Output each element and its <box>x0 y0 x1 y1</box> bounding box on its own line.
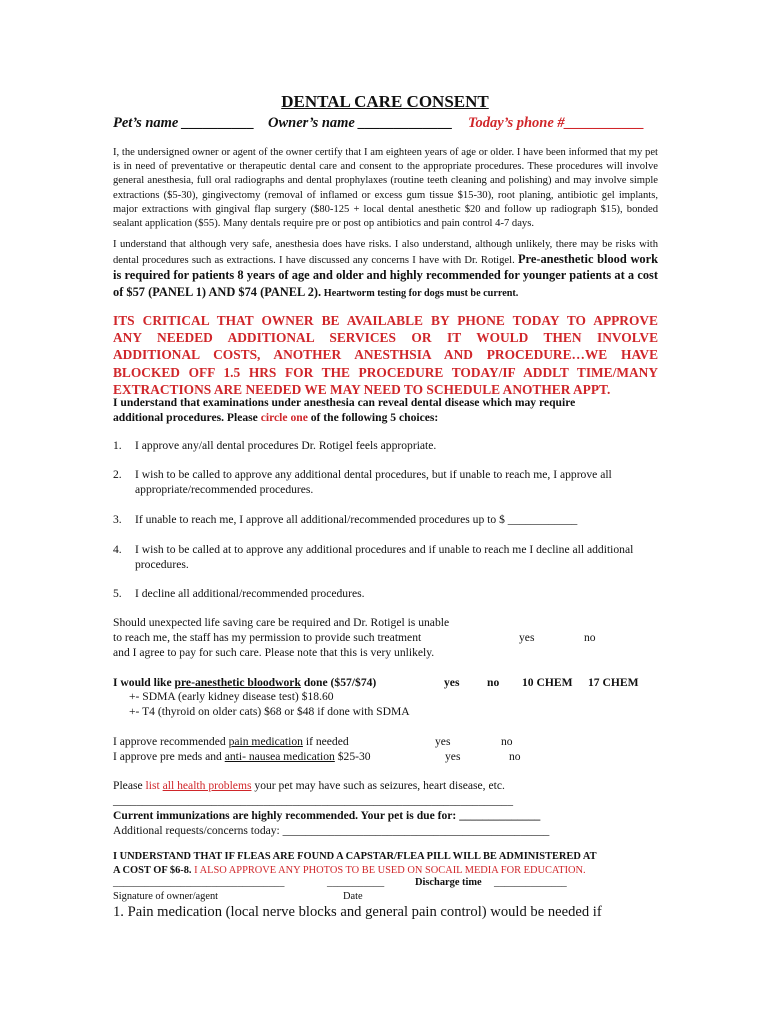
signature-field[interactable]: _________________________________ <box>113 877 285 888</box>
understand-line-1: I understand that examinations under anesthesia can reveal dental disease which may require <box>113 396 576 409</box>
choice-number: 1. <box>113 439 122 452</box>
premeds-yes-option[interactable]: yes <box>445 750 461 763</box>
bloodwork-yes-option[interactable]: yes <box>444 676 460 689</box>
date-field[interactable]: ___________ <box>327 877 385 888</box>
risks-text: I understand that although very safe, anesthesia does have risks. I also understand, although unlikely, there may be risks with dental procedures such as extractions. I have discussed any concerns I have with Dr. Rotigel. <box>113 239 658 267</box>
understand-text <box>113 395 658 425</box>
choice-text: I wish to be called to approve any additional dental procedures, but if unable to reach me, I approve all appropriate/recommended procedures. <box>135 468 612 496</box>
fleas-line-2 <box>113 865 586 876</box>
choice-text: If unable to reach me, I approve all additional/recommended procedures up to $ ____________ <box>135 513 578 526</box>
pain-rest: if needed <box>305 735 349 748</box>
page-title: DENTAL CARE CONSENT <box>281 92 489 111</box>
critical-line-2: ANY NEEDED ADDITIONAL SERVICES OR IT WOULD THEN INVOLVE <box>113 330 658 346</box>
discharge-time-label: Discharge time <box>415 877 482 888</box>
pets-name-field[interactable]: Pet’s name __________ <box>113 115 255 131</box>
fleas-cost: A COST OF $6-8. <box>113 865 192 876</box>
health-all-problems-text: all health problems <box>162 779 252 792</box>
choice-number: 5. <box>113 587 122 600</box>
health-rest: your pet may have such as seizures, heart disease, etc. <box>254 779 505 792</box>
bloodwork-required-text: Pre-anesthetic blood work is required for patients 8 years of age and older and highly recommended for younger patients at a cost of $57 (PANEL 1) AND $74 (PANEL 2). <box>113 252 658 299</box>
health-problems-field[interactable]: _____________________________________________________________________ <box>113 794 513 807</box>
choice-text: I approve any/all dental procedures Dr. Rotigel feels appropriate. <box>135 439 437 452</box>
date-label: Date <box>343 891 363 902</box>
lifesaving-yes-option[interactable]: yes <box>519 631 535 644</box>
health-list-text: list <box>145 779 160 792</box>
critical-line-3: ADDITIONAL COSTS, ANOTHER ANESTHSIA AND PROCEDURE…WE HAVE <box>113 347 658 363</box>
heartworm-text: Heartworm testing for dogs must be current. <box>323 287 519 299</box>
choice-text: I wish to be called at to approve any additional procedures and if unable to reach me I decline all additional procedures. <box>135 543 634 571</box>
pain-lead: I approve recommended <box>113 735 226 748</box>
owners-name-field[interactable]: Owner’s name _____________ <box>268 115 453 131</box>
understand-tail: of the following 5 choices: <box>310 411 439 424</box>
bloodwork-no-option[interactable]: no <box>487 676 500 689</box>
lifesaving-no-option[interactable]: no <box>584 631 596 644</box>
signature-label: Signature of owner/agent <box>113 891 219 902</box>
pain-no-option[interactable]: no <box>501 735 513 748</box>
fleas-line-1: I UNDERSTAND THAT IF FLEAS ARE FOUND A CAPSTAR/FLEA PILL WILL BE ADMINISTERED AT <box>113 851 597 862</box>
circle-one-text: circle one <box>260 411 308 424</box>
critical-line-4: BLOCKED OFF 1.5 HRS FOR THE PROCEDURE TODAY/IF ADDLT TIME/MANY <box>113 364 658 380</box>
critical-notice <box>113 312 658 398</box>
bloodwork-lead: I would like <box>113 676 172 689</box>
immunizations-field[interactable]: Current immunizations are highly recommended. Your pet is due for: ______________ <box>113 809 541 822</box>
choice-number: 4. <box>113 543 122 556</box>
pain-underlined: pain medication <box>228 735 303 748</box>
premeds-underlined: anti- nausea medication <box>224 750 335 763</box>
pain-yes-option[interactable]: yes <box>435 735 451 748</box>
critical-line-5: EXTRACTIONS ARE NEEDED WE MAY NEED TO SCHEDULE ANOTHER APPT. <box>113 381 611 397</box>
bloodwork-underlined: pre-anesthetic bloodwork <box>174 676 301 689</box>
premeds-rest: $25-30 <box>337 750 371 763</box>
choice-number: 3. <box>113 513 122 526</box>
lifesaving-line-2: to reach me, the staff has my permission to provide such treatment <box>113 631 422 644</box>
intro-paragraph: I, the undersigned owner or agent of the owner certify that I am eighteen years of age or older. I have been informed that my pet is in need of preventative or therapeutic dental care and consent to the appropriate procedures. These procedures will involve general anesthesia, full oral radiographs and dental prophylaxes (routine teeth cleaning and polishing) and may involve simple extractions ($5-30), gingivectomy (removal of inflamed or excess gum tissue $15-30), root planing, antibiotic gel implants, major extractions with gingival flap surgery ($80-125 + local dental anesthetic $20 and follow up radiograph $15), bonded sealant application ($55). Many dentals require pre or post op antibiotics and pain control 4-7 days. <box>113 147 658 230</box>
premeds-no-option[interactable]: no <box>509 750 521 763</box>
discharge-time-field[interactable]: ______________ <box>494 877 567 888</box>
bloodwork-line <box>113 676 376 689</box>
premeds-line <box>113 750 371 763</box>
todays-phone-field[interactable]: Today’s phone #___________ <box>468 115 645 131</box>
chem17-option[interactable]: 17 CHEM <box>588 676 639 689</box>
health-lead: Please <box>113 779 143 792</box>
bloodwork-rest: done ($57/$74) <box>303 676 377 689</box>
additional-requests-field[interactable]: Additional requests/concerns today: ______________________________________________ <box>113 824 550 837</box>
understand-lead: additional procedures. Please <box>113 411 258 424</box>
risks-paragraph <box>113 238 658 301</box>
photos-consent-text: I ALSO APPROVE ANY PHOTOS TO BE USED ON SOCAIL MEDIA FOR EDUCATION. <box>194 865 586 876</box>
health-problems-line <box>113 779 505 792</box>
pain-medication-line <box>113 735 349 748</box>
choice-number: 2. <box>113 468 122 481</box>
chem10-option[interactable]: 10 CHEM <box>522 676 573 689</box>
lifesaving-line-1: Should unexpected life saving care be required and Dr. Rotigel is unable <box>113 616 450 629</box>
premeds-lead: I approve pre meds and <box>113 750 222 763</box>
sdma-option[interactable]: +- SDMA (early kidney disease test) $18.60 <box>129 690 334 703</box>
choice-text: I decline all additional/recommended procedures. <box>135 587 365 600</box>
t4-option[interactable]: +- T4 (thyroid on older cats) $68 or $48 if done with SDMA <box>129 705 410 718</box>
critical-line-1: ITS CRITICAL THAT OWNER BE AVAILABLE BY PHONE TODAY TO APPROVE <box>113 313 658 328</box>
understand-line-2 <box>113 410 658 425</box>
lifesaving-line-3: and I agree to pay for such care. Please note that this is very unlikely. <box>113 646 435 659</box>
footer-pain-medication-line: 1. Pain medication (local nerve blocks and general pain control) would be needed if <box>113 904 602 920</box>
